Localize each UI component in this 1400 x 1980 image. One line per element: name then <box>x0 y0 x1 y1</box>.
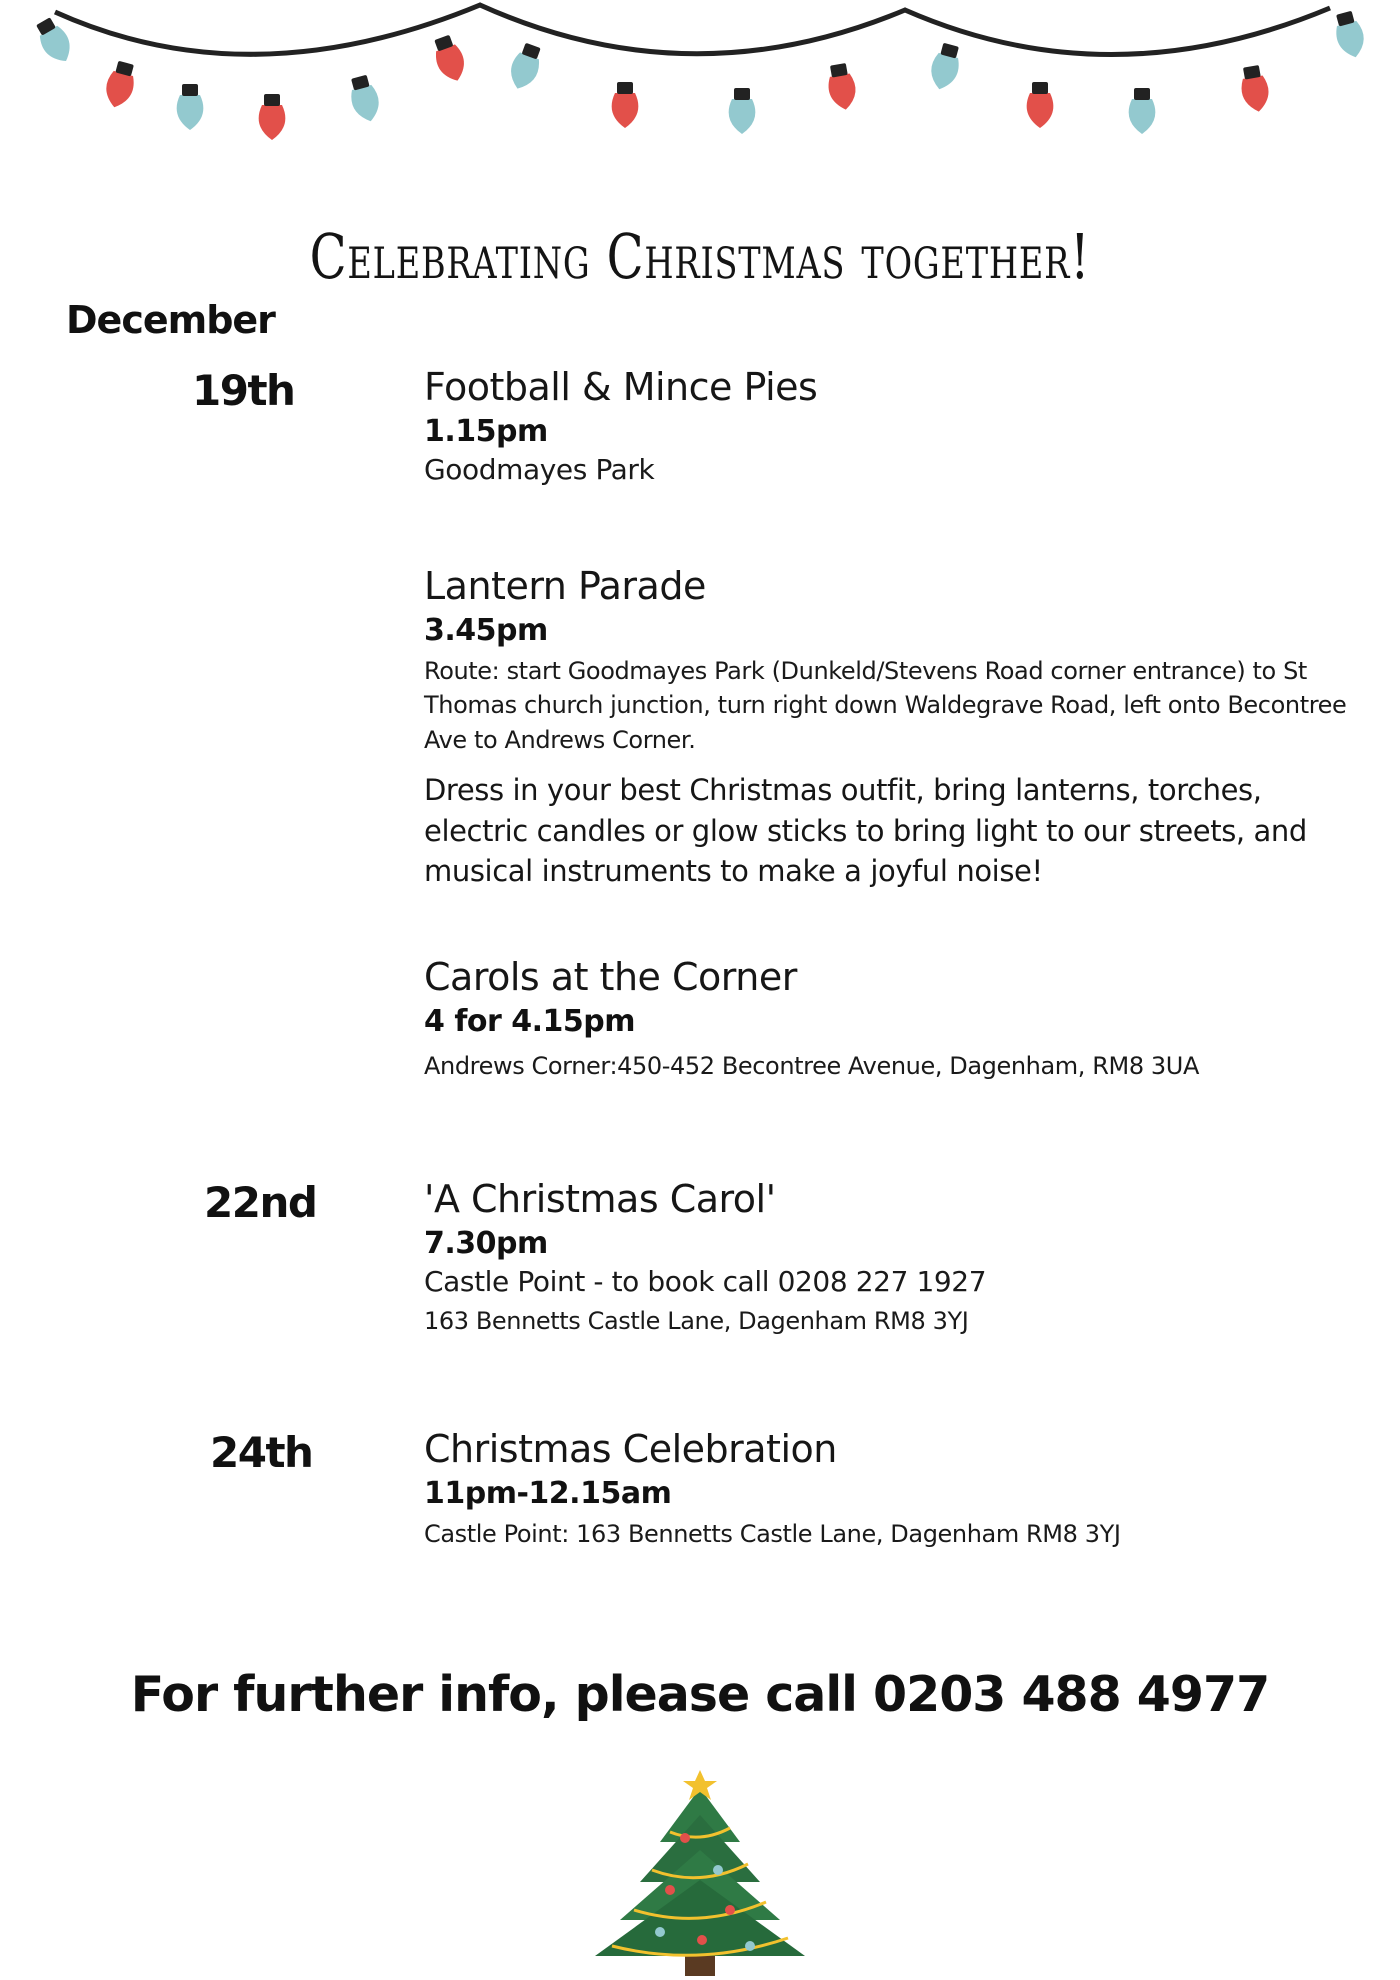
event-description: Dress in your best Christmas outfit, bring lanterns, torches, electric candles or glow sticks to bring light to our streets, and musical instruments to make a joyful noise! <box>424 773 1307 889</box>
event-location: Goodmayes Park <box>424 452 655 486</box>
string-lights-icon <box>0 0 1400 150</box>
event-time: 11pm-12.15am <box>424 1475 672 1511</box>
event-time: 1.15pm <box>424 413 548 449</box>
event-title: Football & Mince Pies <box>424 365 818 409</box>
month-heading: December <box>66 298 275 342</box>
event-time: 3.45pm <box>424 612 548 648</box>
page-title: Celebrating Christmas together! <box>309 220 1091 293</box>
event-time: 7.30pm <box>424 1225 548 1261</box>
event-route: Route: start Goodmayes Park (Dunkeld/Stevens Road corner entrance) to St Thomas church junction, turn right down Waldegrave Road, left onto Becontree Ave to Andrews Corner. <box>424 656 1347 755</box>
event-title: Carols at the Corner <box>424 955 797 999</box>
event-location: Castle Point - to book call 0208 227 1927 <box>424 1264 987 1298</box>
event-christmas-celebration <box>424 1428 1354 1551</box>
event-a-christmas-carol <box>424 1178 1354 1338</box>
event-title: Christmas Celebration <box>424 1427 837 1471</box>
event-address: Andrews Corner:450-452 Becontree Avenue, Dagenham, RM8 3UA <box>424 1051 1199 1080</box>
event-title: Lantern Parade <box>424 564 706 608</box>
event-time: 4 for 4.15pm <box>424 1003 635 1039</box>
christmas-tree-icon <box>590 1770 810 1980</box>
event-address: Castle Point: 163 Bennetts Castle Lane, Dagenham RM8 3YJ <box>424 1519 1121 1548</box>
event-football-mince-pies <box>424 366 1354 486</box>
date-24th: 24th <box>210 1428 313 1477</box>
date-22nd: 22nd <box>204 1178 317 1227</box>
further-info-text: For further info, please call 0203 488 4977 <box>130 1666 1270 1723</box>
event-carols-at-the-corner <box>424 956 1354 1083</box>
event-lantern-parade <box>424 565 1354 892</box>
event-title: 'A Christmas Carol' <box>424 1177 776 1221</box>
date-19th: 19th <box>192 366 295 415</box>
event-address: 163 Bennetts Castle Lane, Dagenham RM8 3YJ <box>424 1306 969 1335</box>
